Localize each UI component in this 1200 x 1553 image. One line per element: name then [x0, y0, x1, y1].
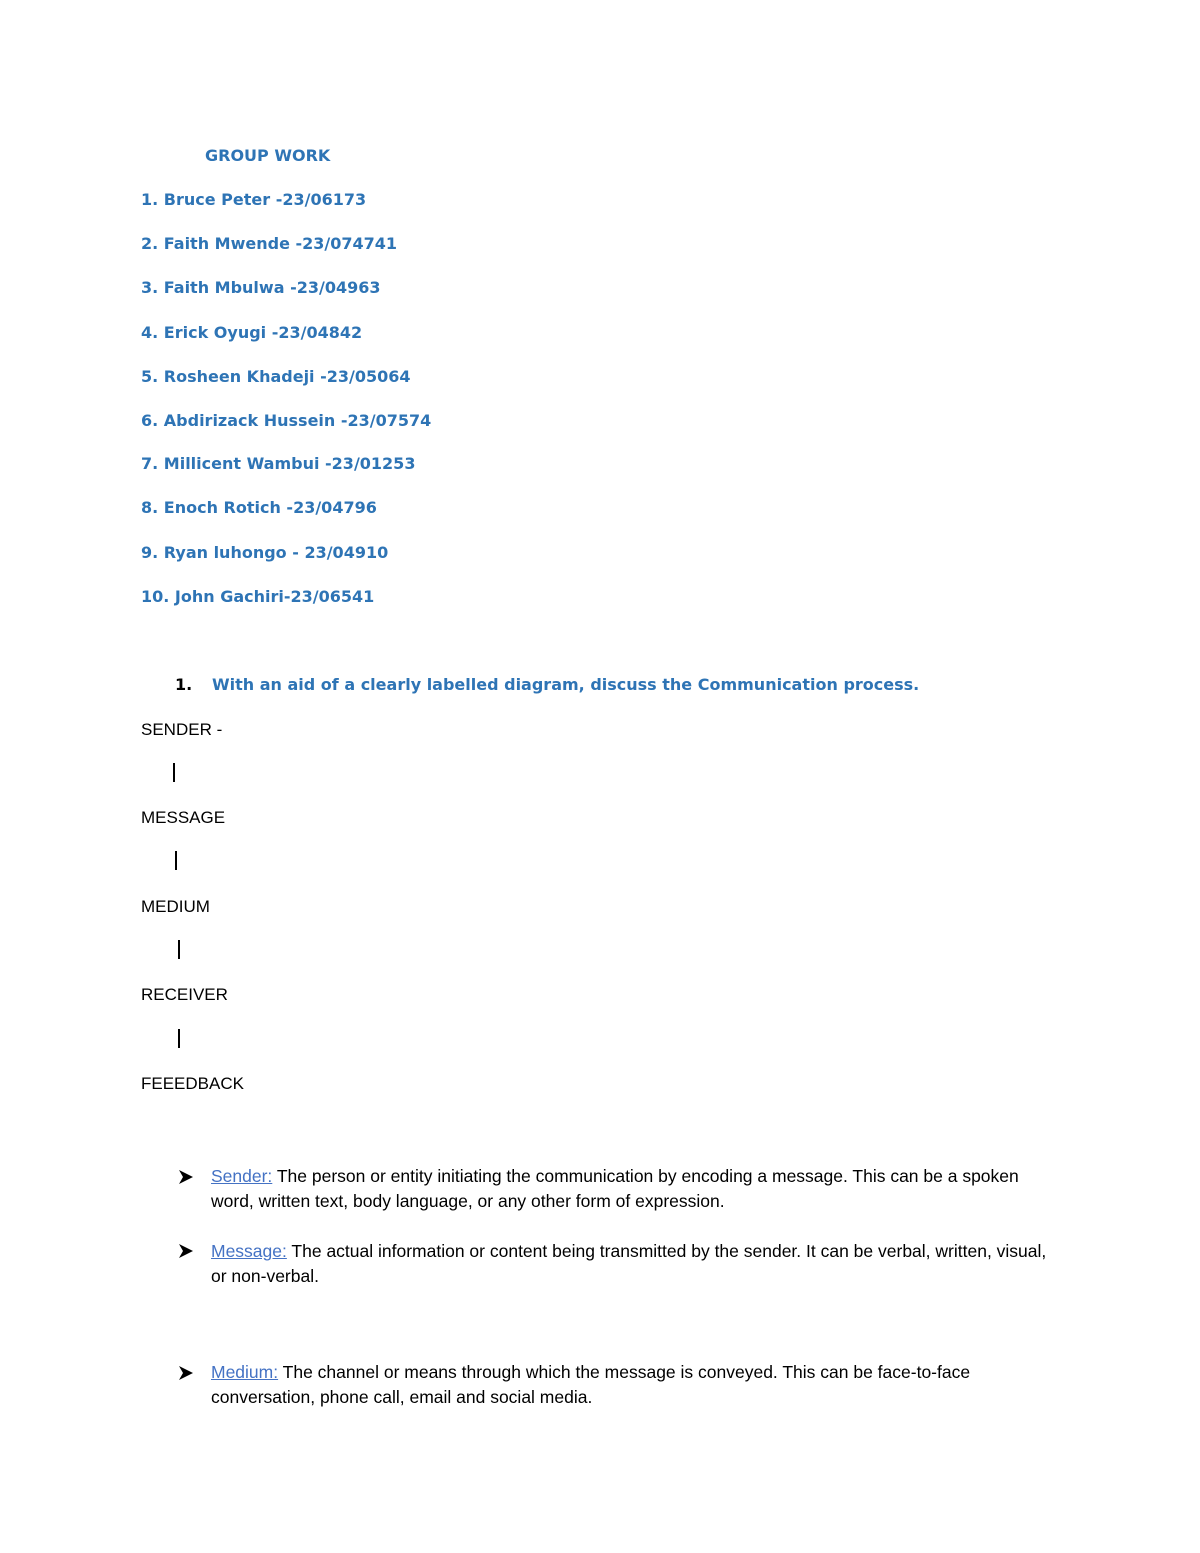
diagram-connector [178, 940, 180, 959]
diagram-connector [175, 851, 177, 870]
question-number: 1. [175, 675, 193, 694]
definition-item [211, 1360, 1061, 1410]
diagram-connector [173, 763, 175, 782]
definition-item [211, 1239, 1061, 1289]
member-item: 5. Rosheen Khadeji -23/05064 [141, 367, 411, 386]
member-item: 4. Erick Oyugi -23/04842 [141, 323, 363, 342]
member-item: 10. John Gachiri-23/06541 [141, 587, 375, 606]
member-item: 9. Ryan luhongo - 23/04910 [141, 543, 389, 562]
diagram-step-feedback: FEEEDBACK [141, 1074, 244, 1093]
member-item: 3. Faith Mbulwa -23/04963 [141, 278, 381, 297]
definition-text: The channel or means through which the message is conveyed. This can be face-to-face conversation, phone call, email and social media. [211, 1362, 971, 1407]
member-item: 2. Faith Mwende -23/074741 [141, 234, 398, 253]
diagram-connector [178, 1029, 180, 1048]
arrowhead-bullet-icon [178, 1365, 194, 1381]
definition-term: Message: [211, 1241, 287, 1261]
arrowhead-bullet-icon [178, 1243, 194, 1259]
diagram-step-sender: SENDER - [141, 720, 223, 739]
diagram-step-receiver: RECEIVER [141, 985, 228, 1004]
member-item: 6. Abdirizack Hussein -23/07574 [141, 411, 432, 430]
arrowhead-bullet-icon [178, 1169, 194, 1185]
definition-item [211, 1164, 1061, 1214]
document-title: GROUP WORK [205, 146, 331, 165]
definition-term: Medium: [211, 1362, 279, 1382]
definition-text: The person or entity initiating the communication by encoding a message. This can be a spoken word, written text, body language, or any other form of expression. [211, 1166, 1019, 1211]
member-item: 1. Bruce Peter -23/06173 [141, 190, 367, 209]
definition-text: The actual information or content being transmitted by the sender. It can be verbal, written, visual, or non-verbal. [211, 1241, 1047, 1286]
diagram-step-medium: MEDIUM [141, 897, 210, 916]
member-item: 7. Millicent Wambui -23/01253 [141, 454, 416, 473]
definition-term: Sender: [211, 1166, 273, 1186]
diagram-step-message: MESSAGE [141, 808, 226, 827]
question-text: With an aid of a clearly labelled diagram, discuss the Communication process. [212, 675, 920, 694]
member-item: 8. Enoch Rotich -23/04796 [141, 498, 377, 517]
